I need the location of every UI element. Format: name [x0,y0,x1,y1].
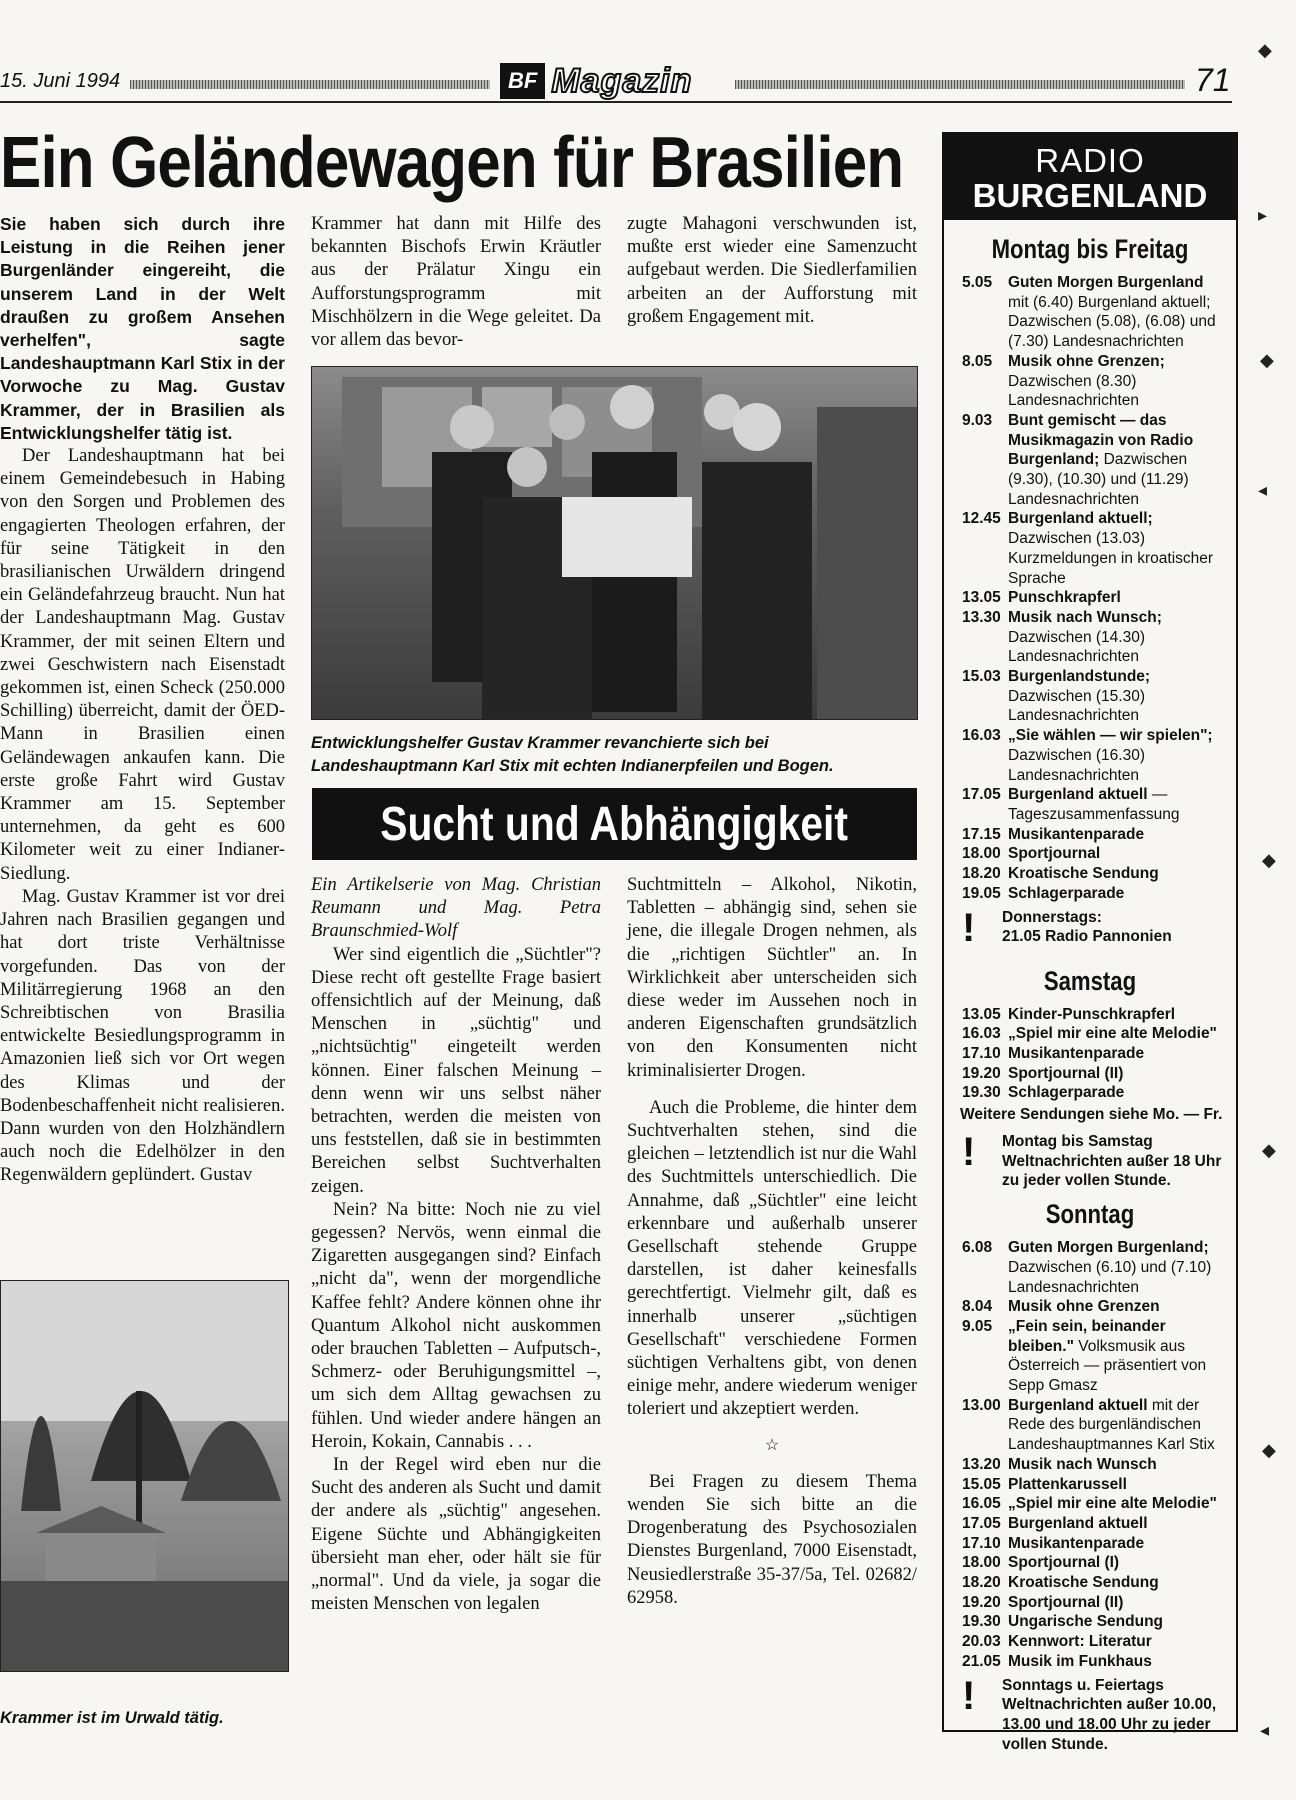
program-entry [962,1514,1224,1534]
program-text [1008,785,1224,824]
program-text [1008,352,1224,411]
program-time: 13.30 [962,608,1001,626]
program-entry [962,864,1224,884]
program-text [1008,588,1224,608]
program-text [1008,1455,1224,1475]
program-title: Musik im Funkhaus [1008,1652,1152,1670]
program-time: 17.15 [962,825,1001,843]
program-text [1008,608,1224,667]
program-time: 17.05 [962,786,1001,804]
program-details: — Tageszusammenfassung [1008,786,1180,823]
program-text [1008,1612,1224,1632]
radio-program-box [942,132,1238,1753]
program-time: 21.05 [962,1652,1001,1670]
program-entry [962,825,1224,845]
saturday-schedule [944,1005,1236,1104]
program-text [1008,1573,1224,1593]
program-entry [962,1005,1224,1025]
program-time: 9.05 [962,1317,993,1335]
photo-caption-main: Entwicklungshelfer Gustav Krammer revanchierte sich bei Landeshauptmann Karl Stix mit echten Indianerpfeilen und Bogen. [311,734,834,775]
program-time: 5.05 [962,274,993,291]
program-entry [962,1632,1224,1652]
program-entry [962,1534,1224,1554]
note-label: Donnerstags: [1002,908,1102,926]
header-rule-right [735,80,1185,89]
program-time: 18.20 [962,1574,1001,1592]
program-text [1008,1475,1224,1495]
article-paragraph: Mag. Gustav Krammer ist vor drei Jahren nach Brasilien gegangen und hat dort triste Verhältnisse vorgefunden. Das von der Militärregierung 1968 an den Schreibtischen von Brasilia entwickelte Besiedlungsprogramm in Amazonien ließ sich vor Ort wegen des Klimas und der Bodenbeschaffenheit nicht realisieren. Dann wurden von den Holzhändlern auch noch die Edelhölzer in den Regenwäldern geplündert. Gustav [0,886,285,1186]
program-title: Bunt gemischt — das Musikmagazin von Radio Burgenland; [1008,411,1194,469]
margin-mark-icon: ◆ [1262,1440,1276,1460]
program-time: 8.04 [962,1298,993,1316]
header-rule-left [130,80,490,89]
saturday-more: Weitere Sendungen siehe Mo. — Fr. [960,1106,1223,1124]
logo-bf: BF [500,63,545,99]
article-paragraph: zugte Mahagoni verschwunden ist, mußte erst wieder eine Samenzucht aufgebaut werden. Die Siedlerfamilien arbeiten an der Aufforstung mit großem Engagement mit. [627,214,917,327]
program-title: Burgenland aktuell [1008,1396,1148,1414]
program-title: Kroatische Sendung [1008,865,1159,883]
program-text [1008,1297,1224,1317]
article-byline: Ein Artikelserie von Mag. Christian Reumann und Mag. Petra Braunschmied-Wolf [311,875,601,942]
program-time: 20.03 [962,1633,1001,1651]
program-title: Schlagerparade [1008,1084,1125,1102]
exclamation-icon: ! [962,1673,976,1718]
article-column-1 [0,213,285,1188]
program-time: 13.20 [962,1455,1001,1473]
photo-cheque-handover [311,366,918,720]
program-text [1008,1396,1224,1455]
program-entry [962,844,1224,864]
program-entry [962,1652,1224,1672]
program-time: 13.05 [962,589,1001,607]
article-lead: Sie haben sich durch ihre Leistung in die Reihen jener Burgenländer eingereiht, die unserem Land in der Welt draußen zu großem Ansehen verhelfen", sagte Landeshauptmann Karl Stix in der Vorwoche zu Mag. Gustav Krammer, der in Brasilien als Entwicklungshelfer tätig ist. [0,214,285,443]
margin-mark-icon: ▸ [1258,205,1268,225]
program-text [1008,1024,1224,1044]
program-title: Musikantenparade [1008,1044,1145,1062]
program-details: Dazwischen (16.30) Landesnachrichten [1008,746,1145,784]
program-entry [962,1044,1224,1064]
program-time: 18.00 [962,845,1001,863]
program-title: „Sie wählen — wir spielen"; [1008,727,1213,745]
weekdays-title: Montag bis Freitag [991,234,1189,264]
saturday-note [944,1128,1236,1195]
program-entry [962,884,1224,904]
program-entry [962,273,1224,352]
program-entry [962,411,1224,510]
article-paragraph: Wer sind eigentlich die „Süchtler"? Diese recht oft gestellte Frage basiert offensichtlich auf der Meinung, daß Menschen in „süchtig" und „nichtsüchtig" eingeteilt werden können. Einer falschen Meinung – denn wenn wir uns selbst näher betrachten, werden die meisten von uns feststellen, daß sie in bestimmten Bereichen selbst Suchtverhalten zeigen. [311,944,601,1197]
program-time: 19.20 [962,1064,1001,1082]
program-time: 13.05 [962,1005,1001,1023]
program-text [1008,844,1224,864]
program-time: 15.03 [962,668,1001,686]
program-title: Sportjournal [1008,845,1101,863]
program-entry [962,608,1224,667]
program-title: Burgenland aktuell [1008,786,1148,804]
section-headline: Sucht und Abhängigkeit [380,797,849,851]
program-title: Sportjournal (II) [1008,1064,1124,1082]
photo-placeholder-icon [312,367,917,719]
program-time: 15.05 [962,1475,1001,1493]
program-title: Guten Morgen Burgenland [1008,274,1204,291]
program-entry [962,1317,1224,1396]
program-title: Kennwort: Literatur [1008,1633,1152,1651]
program-title: Musik ohne Grenzen; [1008,352,1165,370]
note-text: 21.05 Radio Pannonien [1002,928,1172,946]
program-entry [962,1297,1224,1317]
program-entry [962,726,1224,785]
program-title: Sportjournal (II) [1008,1593,1124,1611]
program-text [1008,1652,1224,1672]
program-text [1008,1553,1224,1573]
margin-mark-icon: ◆ [1260,350,1274,370]
program-text [1008,1534,1224,1554]
exclamation-icon: ! [962,1130,976,1175]
article-paragraph: Suchtmitteln – Alkohol, Nikotin, Tabletten – abhängig sind, sehen sie jene, die illegale Drogen nehmen, als die „richtigen Süchtler" an. In Wirklichkeit aber unterscheiden sich diese weder im Aussehen noch in anderen Eigenschaften grundsätzlich von den Konsumenten nicht kriminalisierter Drogen. [627,875,917,1081]
program-title: Musikantenparade [1008,1534,1145,1552]
issue-date: 15. Juni 1994 [0,70,121,92]
program-title: Musik ohne Grenzen [1008,1298,1160,1316]
program-time: 16.03 [962,727,1001,745]
program-entry [962,1238,1224,1297]
program-entry [962,509,1224,588]
article2-column-2 [627,874,917,1610]
program-title: Kinder-Punschkrapferl [1008,1005,1176,1023]
saturday-title: Samstag [1043,965,1137,996]
program-time: 6.08 [962,1239,993,1257]
logo-magazin: Magazin [551,61,693,100]
program-title: Schlagerparade [1008,884,1125,902]
article-paragraph: Bei Fragen zu diesem Thema wenden Sie sich bitte an die Drogenberatung des Psychosozialen Dienstes Burgenland, 7000 Eisenstadt, Neusiedlerstraße 35-37/5a, Tel. 02682/ 62958. [627,1471,917,1608]
program-title: Musik nach Wunsch [1008,1455,1157,1473]
program-text [1008,411,1224,510]
program-time: 18.20 [962,865,1001,883]
program-title: „Spiel mir eine alte Melodie" [1008,1025,1217,1043]
article-paragraph: Krammer hat dann mit Hilfe des bekannten Bischofs Erwin Kräutler aus der Prälatur Xingu ein Aufforstungsprogramm mit Mischhölzern in die Wege geleitet. Da vor allem das bevor- [311,214,601,351]
sunday-schedule [944,1238,1236,1671]
program-entry [962,1064,1224,1084]
photo-caption-urwald: Krammer ist im Urwald tätig. [0,1709,224,1727]
article-headline: Ein Geländewagen für Brasilien [0,123,904,203]
program-text [1008,1064,1224,1084]
program-title: Burgenland aktuell [1008,1514,1148,1532]
program-entry [962,1553,1224,1573]
radio-header [944,134,1236,220]
program-text [1008,509,1224,588]
program-text [1008,667,1224,726]
program-text [1008,1317,1224,1396]
program-text [1008,273,1224,352]
article2-column-1 [311,874,601,1617]
program-details: Dazwischen (15.30) Landesnachrichten [1008,687,1145,725]
weekdays-schedule [944,273,1236,904]
margin-mark-icon: ◆ [1258,40,1272,60]
photo-placeholder-icon [1,1281,288,1671]
photo-urwald [0,1280,289,1672]
program-time: 17.05 [962,1514,1001,1532]
program-details: mit der Rede des burgenländischen Landeshauptmannes Karl Stix [1008,1396,1215,1454]
program-entry [962,1573,1224,1593]
article-column-3-top [627,213,917,329]
program-details: Dazwischen (9.30), (10.30) und (11.29) Landesnachrichten [1008,451,1189,508]
sunday-note [944,1672,1236,1759]
program-details: Dazwischen (6.10) und (7.10) Landesnachrichten [1008,1258,1212,1296]
margin-mark-icon: ◂ [1258,480,1268,500]
thursday-note [944,904,1236,952]
program-text [1008,1044,1224,1064]
program-entry [962,1475,1224,1495]
program-title: Burgenlandstunde; [1008,668,1151,686]
program-text [1008,1083,1224,1103]
program-details: Dazwischen (14.30) Landesnachrichten [1008,628,1145,666]
sunday-title: Sonntag [1045,1199,1135,1230]
program-text [1008,1593,1224,1613]
margin-mark-icon: ◆ [1262,1140,1276,1160]
program-title: „Spiel mir eine alte Melodie" [1008,1495,1217,1513]
program-text [1008,1494,1224,1514]
program-text [1008,864,1224,884]
program-time: 16.05 [962,1495,1001,1513]
article-paragraph: Auch die Probleme, die hinter dem Suchtverhalten stehen, sind die gleichen – letztendlich ist nur die Wahl des Suchtmittels unterschiedlich. Die Annahme, daß „Süchtler" eine leicht erkennbare und außerhalb unserer Gesellschaft stehende Gruppe darstellen, ist daher keinesfalls gerechtfertigt. Vielmehr gilt, daß es innerhalb unserer „süchtigen Gesellschaft" verschiedene Formen süchtigen Verhaltens gibt, von denen einige mehr, andere wiederum weniger toleriert und akzeptiert werden. [627,1097,917,1420]
program-time: 16.03 [962,1025,1001,1043]
program-entry [962,1494,1224,1514]
program-time: 17.10 [962,1044,1001,1062]
margin-mark-icon: ◆ [1262,850,1276,870]
program-entry [962,1455,1224,1475]
magazine-logo [500,62,692,100]
program-time: 18.00 [962,1554,1001,1572]
program-title: Plattenkarussell [1008,1475,1127,1493]
program-text [1008,726,1224,785]
program-title: Kroatische Sendung [1008,1574,1159,1592]
program-text [1008,1514,1224,1534]
program-time: 9.03 [962,411,993,429]
program-title: Guten Morgen Burgenland; [1008,1239,1209,1257]
program-details: mit (6.40) Burgenland aktuell; Dazwischen (5.08), (6.08) und (7.30) Landesnachrichten [1008,293,1216,351]
program-title: „Fein sein, beinander bleiben." [1008,1317,1166,1355]
program-time: 19.20 [962,1593,1001,1611]
program-details: Dazwischen (8.30) Landesnachrichten [1008,372,1139,410]
program-title: Musikantenparade [1008,825,1145,843]
program-entry [962,588,1224,608]
program-time: 13.00 [962,1396,1001,1414]
note-text: Sonntags u. Feiertags Weltnachrichten außer 10.00, 13.00 und 18.00 Uhr zu jeder vollen Stunde. [1002,1676,1217,1753]
program-title: Punschkrapferl [1008,589,1121,607]
program-entry [962,1396,1224,1455]
article-paragraph: Der Landeshauptmann hat bei einem Gemeindebesuch in Habing von den Sorgen und Problemen des engagierten Theologen erfahren, der für seine Tätigkeit in den brasilianischen Urwäldern dringend ein Geländefahrzeug braucht. Nun hat der Landeshauptmann Mag. Gustav Krammer, der mit seinen Eltern und zwei Geschwistern nach Eisenstadt gekommen ist, einen Scheck (250.000 Schilling) überreicht, damit der ÖED-Mann in Brasilien einen Geländewagen ankaufen kann. Die erste große Fahrt wird Gustav Krammer am 15. September unternehmen, da geht es 600 Kilometer weit zu einer Indianer-Siedlung. [0,446,285,884]
program-time: 19.30 [962,1613,1001,1631]
header-divider [0,101,1232,103]
program-title: Ungarische Sendung [1008,1613,1164,1631]
article-paragraph: In der Regel wird eben nur die Sucht des anderen als Sucht und damit der andere als „süchtig" angesehen. Eigene Süchte und Abhängigkeiten übersieht man eher, oder hält sie für „normal". Und da viele, ja sogar die meisten Menschen von legalen [311,1455,601,1615]
program-entry [962,1083,1224,1103]
program-entry [962,785,1224,824]
program-entry [962,1024,1224,1044]
program-text [1008,1005,1224,1025]
program-text [1008,1632,1224,1652]
program-time: 12.45 [962,510,1001,528]
star-icon: ☆ [764,1436,780,1454]
program-time: 17.10 [962,1534,1001,1552]
radio-title-line1: RADIO [1035,142,1145,179]
program-title: Musik nach Wunsch; [1008,608,1162,626]
program-time: 8.05 [962,352,993,370]
program-time: 19.30 [962,1084,1001,1102]
article-column-2-top [311,213,601,352]
article-paragraph: Nein? Na bitte: Noch nie zu viel gegessen? Nervös, wenn einmal die Zigaretten ausgegangen sind? Einfach „nicht da", wenn der morgendliche Kaffee fehlt? Andere können ohne ihr Quantum Alkohol nicht auskommen oder brauchen Tabletten – Aufputsch-, Schmerz- oder Beruhigungsmittel –, um sich dem Alltag gewachsen zu fühlen. Und wieder andere hängen an Heroin, Kokain, Cannabis . . . [311,1199,601,1452]
program-details: Dazwischen (13.03) Kurzmeldungen in kroatischer Sprache [1008,530,1214,587]
program-title: Burgenland aktuell; [1008,510,1153,528]
program-entry [962,352,1224,411]
section-headline-bar [312,788,917,860]
page-number: 71 [1195,62,1231,98]
program-title: Sportjournal (I) [1008,1554,1120,1572]
program-entry [962,1593,1224,1613]
program-text [1008,825,1224,845]
radio-title-line2: BURGENLAND [972,177,1208,214]
note-text: Montag bis Samstag Weltnachrichten außer 18 Uhr zu jeder vollen Stunde. [1002,1133,1222,1190]
program-details: Volksmusik aus Österreich — präsentiert von Sepp Gmasz [1008,1337,1207,1395]
program-entry [962,1612,1224,1632]
exclamation-icon: ! [962,905,976,950]
program-entry [962,667,1224,726]
program-text [1008,1238,1224,1297]
margin-mark-icon: ◂ [1260,1720,1270,1740]
program-time: 19.05 [962,884,1001,902]
program-text [1008,884,1224,904]
